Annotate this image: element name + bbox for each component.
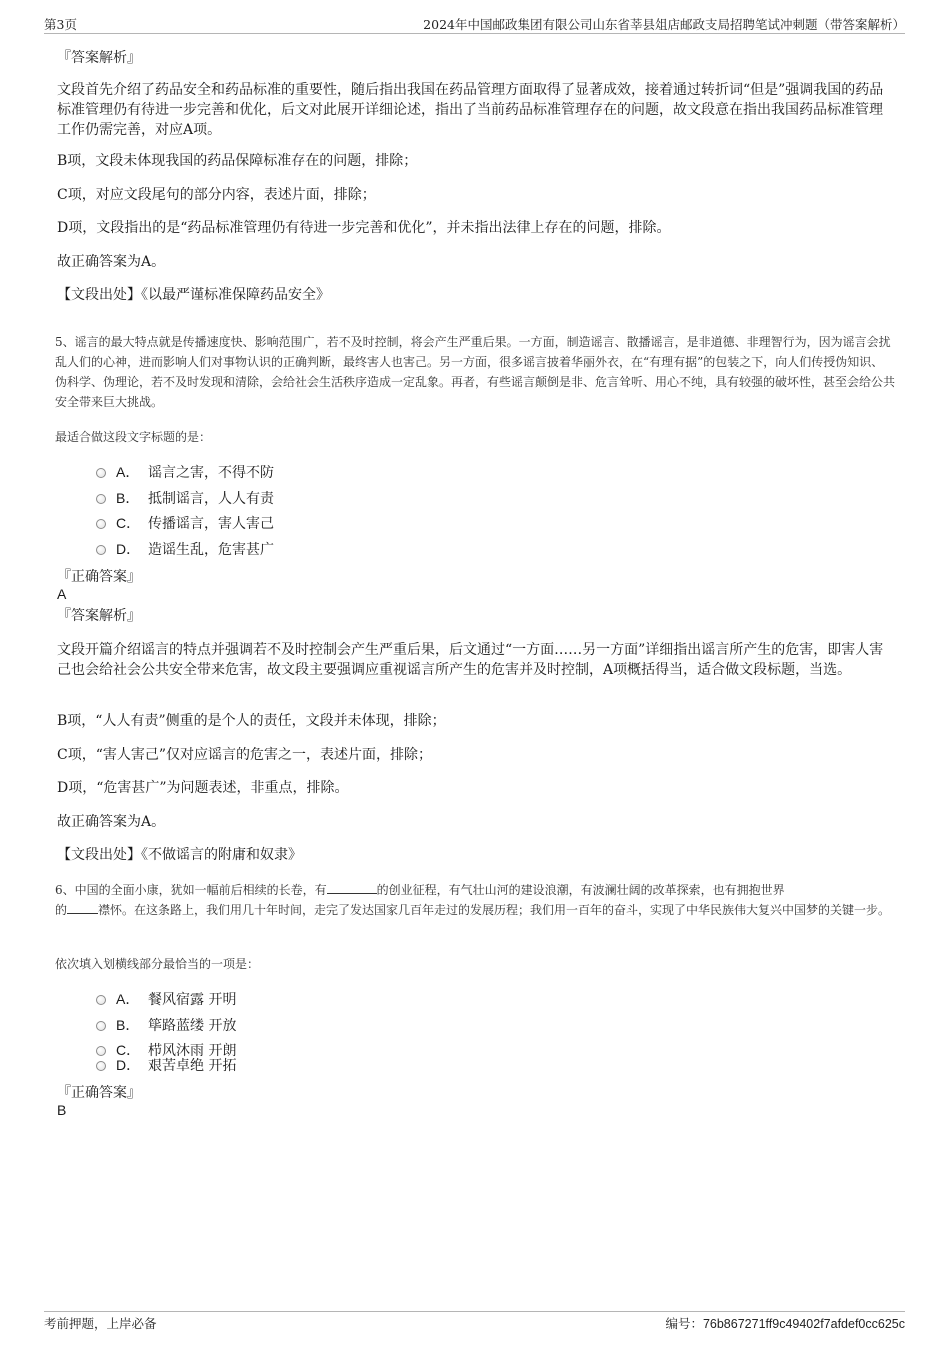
q4-analysis-d: D项，文段指出的是“药品标准管理仍有待进一步完善和优化”，并未指出法律上存在的问题，排除。: [57, 220, 671, 236]
radio-icon[interactable]: [96, 519, 106, 529]
radio-icon[interactable]: [96, 494, 106, 504]
page-number: 第3页: [44, 17, 77, 32]
q5-source: 【文段出处】《不做谣言的附庸和奴隶》: [57, 847, 302, 863]
footer-divider: [44, 1311, 905, 1312]
q5-stem: 5、谣言的最大特点就是传播速度快、影响范围广，若不及时控制，将会产生严重后果。一方面，制造谣言、散播谣言，是非道德、非理智行为，因为谣言会扰乱人们的心神，进而影响人们对事物认识的正确判断，最终害人也害己。另一方面，很多谣言披着华丽外衣，在“有理有据”的包装之下，向人们传授伪知识、伪科学、伪理论，若不及时发现和清除，会给社会生活秩序造成一定乱象。再者，有些谣言颠倒是非、危言耸听、用心不纯，具有较强的破坏性，甚至会给公共安全带来巨大挑战。: [55, 335, 896, 409]
q5-analysis-d: D项，“危害甚广”为问题表述，非重点，排除。: [57, 780, 349, 796]
q6-option-c[interactable]: C． 栉风沐雨 开朗: [96, 1040, 236, 1060]
q5-option-a[interactable]: A． 谣言之害，不得不防: [96, 462, 274, 482]
radio-icon[interactable]: [96, 468, 106, 478]
q6-answer: B: [57, 1102, 67, 1118]
q5-analysis-label: 『答案解析』: [57, 608, 141, 624]
q5-option-c[interactable]: C． 传播谣言，害人害己: [96, 513, 274, 533]
q6-stem: 6、中国的全面小康，犹如一幅前后相续的长卷，有 的创业征程，有气壮山河的建设浪潮，有波澜壮阔的改革探索，也有拥抱世界 的 襟怀。在这条路上，我们用几十年时间，走完了发达国家几百年走过的发展历程；我们用一百年的奋斗，实现了中华民族伟大复兴中国梦的关键一步。: [55, 883, 891, 917]
q5-option-d[interactable]: D． 造谣生乱，危害甚广: [96, 539, 274, 559]
q5-analysis-b: B项，“人人有责”侧重的是个人的责任，文段并未体现，排除；: [57, 713, 446, 729]
q5-conclusion: 故正确答案为A。: [57, 814, 166, 830]
footer-code: 编号：76b867271ff9c49402f7afdef0cc625c: [665, 1316, 905, 1331]
q5-analysis-main: 文段开篇介绍谣言的特点并强调若不及时控制会产生严重后果，后文通过“一方面……另一方面”详细指出谣言所产生的危害，即害人害己也会给社会公共安全带来危害，故文段主要强调应重视谣言所产生的危害并及时控制，A项概括得当，适合做文段标题，当选。: [57, 642, 884, 678]
q5-prompt: 最适合做这段文字标题的是：: [55, 430, 212, 444]
q4-analysis-b: B项，文段未体现我国的药品保障标准存在的问题，排除；: [57, 153, 418, 169]
header-divider: [44, 33, 905, 34]
q6-answer-label: 『正确答案』: [57, 1085, 141, 1101]
document-title: 2024年中国邮政集团有限公司山东省莘县俎店邮政支局招聘笔试冲刺题（带答案解析）: [423, 17, 905, 32]
q6-prompt: 依次填入划横线部分最恰当的一项是：: [55, 957, 260, 971]
footer-slogan: 考前押题，上岸必备: [44, 1316, 157, 1331]
q6-option-d[interactable]: D． 艰苦卓绝 开拓: [96, 1055, 236, 1075]
q6-option-a[interactable]: A． 餐风宿露 开明: [96, 989, 236, 1009]
q5-option-b[interactable]: B． 抵制谣言，人人有责: [96, 488, 274, 508]
fill-blank-2: [67, 901, 98, 914]
fill-blank-1: [327, 881, 377, 894]
radio-icon[interactable]: [96, 1061, 106, 1071]
q4-analysis-label: 『答案解析』: [57, 50, 141, 66]
radio-icon[interactable]: [96, 995, 106, 1005]
radio-icon[interactable]: [96, 1021, 106, 1031]
q5-answer: A: [57, 586, 67, 602]
q5-answer-label: 『正确答案』: [57, 569, 141, 585]
q5-analysis-c: C项，“害人害己”仅对应谣言的危害之一，表述片面，排除；: [57, 747, 433, 763]
q6-option-b[interactable]: B． 筚路蓝缕 开放: [96, 1015, 236, 1035]
q4-analysis-main: 文段首先介绍了药品安全和药品标准的重要性，随后指出我国在药品管理方面取得了显著成效，接着通过转折词“但是”强调我国的药品标准管理仍有待进一步完善和优化，后文对此展开详细论述，指出了当前药品标准管理存在的问题，故文段意在指出我国药品标准管理工作仍需完善，对应A项。: [57, 82, 884, 138]
q4-analysis-c: C项，对应文段尾句的部分内容，表述片面，排除；: [57, 187, 376, 203]
radio-icon[interactable]: [96, 545, 106, 555]
q4-conclusion: 故正确答案为A。: [57, 254, 166, 270]
q4-source: 【文段出处】《以最严谨标准保障药品安全》: [57, 287, 330, 303]
